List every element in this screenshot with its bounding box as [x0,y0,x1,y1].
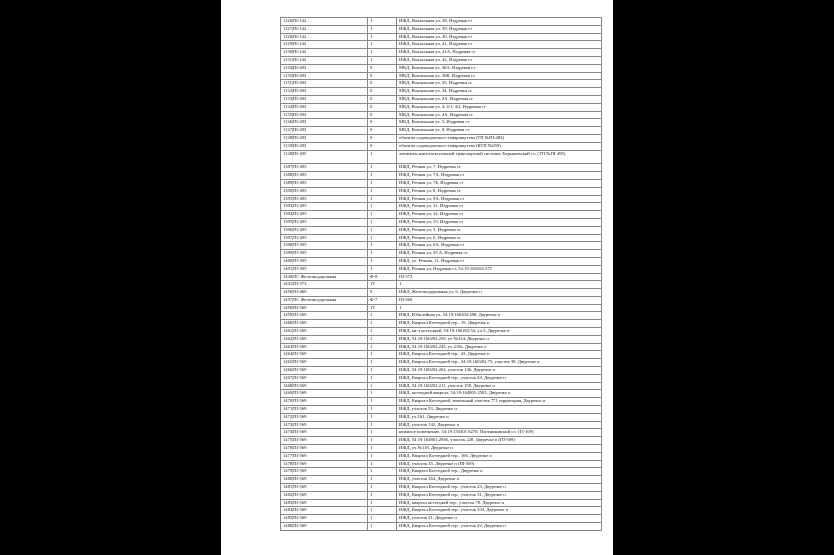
table-row [281,127,602,135]
row-value-cell: 1 [368,507,397,515]
row-code-cell: 1388|ПІ-495 [281,172,368,180]
row-code-cell: 1473|ПІ-569 [281,421,368,429]
row-value-cell: 0 [368,119,397,127]
row-description-cell: ИЖД, Речная ул, 8, Издревая ст [397,187,602,195]
table-row [281,320,602,328]
table-row [281,281,602,289]
row-value-cell: 1 [368,172,397,180]
table-row [281,437,602,445]
row-code-cell: 1389|ПІ-495 [281,179,368,187]
row-description-cell: ИЖД, Речная ул, 9А, Издревая ст [397,195,602,203]
row-description-cell: ИЖД, 54:19:160202:262, участок 146, Двуречье п [397,367,602,375]
table-row [281,242,602,250]
table-row [281,257,602,265]
table-row [281,523,602,531]
table-row [281,515,602,523]
table-row [281,351,602,359]
row-value-cell: 1Т [368,304,397,312]
row-value-cell: 1 [368,187,397,195]
row-value-cell: 1 [368,312,397,320]
row-value-cell: 1 [368,367,397,375]
row-description-cell: МКД, Вокзальная ул, 8, Издревая ст [397,127,602,135]
row-description-cell: элементы интеллектуальной транспортной системы, Барышевский с/с (ТП №ПІ-495) [397,150,602,164]
row-description-cell: ПІ-573 [397,273,602,281]
row-code-cell: 1135|ПІ-483 [281,72,368,80]
row-description-cell: ИЖД, Вокзальная ул, 42, Издревая ст [397,56,602,64]
table-row [281,499,602,507]
row-value-cell: 1 [368,484,397,492]
row-description-cell: ИЖД, Вокзальная ул, 38, Издревая ст [397,18,602,26]
row-description-cell: ИЖД, Речная ул, 7Б, Издревая ст [397,179,602,187]
row-value-cell: 1 [368,343,397,351]
row-code-cell: 1466|ПІ-569 [281,367,368,375]
row-description-cell: ИЖД, Вокзальная ул, 39, Издревая ст [397,25,602,33]
row-value-cell: 1 [368,218,397,226]
table-row [281,390,602,398]
row-value-cell: 0 [368,95,397,103]
row-description-cell: ИЖД, Юбилейная ул, 54:19:160202:498, Двуречье п [397,312,602,320]
row-description-cell: ИЖД, участок 53, Двуречье п [397,406,602,414]
row-code-cell: 1136|ПІ-483 [281,119,368,127]
row-description-cell: ИЖД, участок 35, Двуречье п (ПІ-569) [397,460,602,468]
row-description-cell: ИЖД, Речная ул, 32, Издревая ст [397,211,602,219]
row-value-cell: 1 [368,49,397,57]
row-code-cell: 1393|ПІ-495 [281,203,368,211]
row-code-cell: 1387|ПІ-495 [281,164,368,172]
row-value-cell: 1 [368,437,397,445]
row-code-cell: 1126|ПІ-142 [281,18,368,26]
data-table [280,17,602,531]
row-value-cell: Ф-7 [368,296,397,304]
row-description-cell: ИЖД, коттеджей квартал, 54:19:164801:2583, Двуречье п [397,390,602,398]
table-row [281,468,602,476]
table-row [281,328,602,336]
row-description-cell: ПІ-569 [397,296,602,304]
row-value-cell: 1 [368,421,397,429]
table-row [281,218,602,226]
row-description-cell: ИЖД, участок 164, Двуречье п [397,476,602,484]
row-value-cell: 1 [368,476,397,484]
row-description-cell: ИЖД, Речная ул, 7, Издревая ст [397,164,602,172]
row-code-cell: 1472|ПІ-569 [281,413,368,421]
row-description-cell: ИЖД, Квартал Коттеджей тер., 166, Двуречье п [397,452,602,460]
table-row [281,211,602,219]
row-value-cell: 1 [368,179,397,187]
table-row [281,111,602,119]
row-description-cell: нежилое помещение, 54:19:155401:6270, Плотниковский с/с (ТІ-169) [397,429,602,437]
row-description-cell: МКД, Вокзальная ул, 4А, Издревая ст [397,111,602,119]
table-row [281,359,602,367]
row-description-cell: ИЖД, Квартал Коттеджей тер., участок 23, Двуречье п [397,484,602,492]
row-value-cell: 1 [368,491,397,499]
row-value-cell: Ф-8 [368,273,397,281]
row-code-cell: 1130|ПІ-142 [281,49,368,57]
row-value-cell: 1 [368,445,397,453]
row-description-cell: ИЖД, Квартал Коттеджей тер., участок 44, Двуречье п [397,374,602,382]
row-code-cell: 1457|ПС Железнодорожная [281,296,368,304]
row-description-cell: ИЖД, 54:19:160202:259, уч №234, Двуречье п [397,335,602,343]
row-description-cell: ИЖД, 54:19:160202:245, уч 218а, Двуречье п [397,343,602,351]
row-code-cell: 1474|ПІ-569 [281,429,368,437]
row-code-cell: 1139|ПІ-483 [281,142,368,150]
row-value-cell: 0 [368,64,397,72]
table-row [281,72,602,80]
row-value-cell: 0 [368,111,397,119]
table-row [281,476,602,484]
table-row [281,56,602,64]
row-value-cell: 1 [368,18,397,26]
row-code-cell: 1464|ПІ-569 [281,351,368,359]
row-code-cell: 1477|ПІ-569 [281,452,368,460]
row-code-cell: 1480|ПІ-569 [281,476,368,484]
table-row [281,187,602,195]
row-description-cell: ИЖД, кв-л коттеджей, 54:19:160202:54, уч 5, Двуречье п [397,328,602,336]
row-value-cell: 1 [368,150,397,164]
row-code-cell: 1441|ПІ-573 [281,281,368,289]
table-row [281,367,602,375]
row-code-cell: 1460|ПІ-569 [281,320,368,328]
row-value-cell: 1 [368,25,397,33]
table-row [281,250,602,258]
row-code-cell: 1465|ПІ-569 [281,359,368,367]
table-row [281,49,602,57]
table-row [281,289,602,297]
row-code-cell: 1486|ПІ-569 [281,523,368,531]
table-row [281,64,602,72]
row-code-cell: 1470|ПІ-569 [281,398,368,406]
row-description-cell: ИЖД, Речная ул, Издревая ст, 54:19:160104:375 [397,265,602,273]
table-row [281,304,602,312]
row-code-cell: 1479|ПІ-569 [281,468,368,476]
row-description-cell: ИЖД, 54:19:160202:211, участок 158, Двуречье п [397,382,602,390]
row-description-cell: МКД, Вокзальная ул, 35, Издревая ст [397,80,602,88]
table-row [281,382,602,390]
table-row [281,33,602,41]
table-row [281,134,602,142]
table-row [281,343,602,351]
row-value-cell: 0 [368,142,397,150]
table-row [281,88,602,96]
row-code-cell: 1134|ПІ-483 [281,103,368,111]
row-value-cell: 0 [368,127,397,135]
row-code-cell: 1129|ПІ-142 [281,41,368,49]
row-value-cell: 1 [368,335,397,343]
row-code-cell: 1131|ПІ-142 [281,56,368,64]
row-description-cell: МКД, Вокзальная ул, 34, Издревая ст [397,88,602,96]
row-description-cell: ИЖД, участок 21, Двуречье п [397,515,602,523]
row-code-cell: 1137|ПІ-483 [281,127,368,135]
table-row [281,41,602,49]
table-row [281,179,602,187]
row-value-cell: 1 [368,406,397,414]
row-code-cell: 1396|ПІ-495 [281,226,368,234]
row-value-cell: 1 [368,398,397,406]
row-description-cell: ИЖД, Речная ул, 35 А, Издревая ст [397,250,602,258]
row-description-cell: ИЖД, Железнодорожная ул, 6, Двуречье п [397,289,602,297]
row-code-cell: 1398|ПІ-495 [281,242,368,250]
row-code-cell: 1127|ПІ-142 [281,25,368,33]
table-row [281,335,602,343]
table-row [281,172,602,180]
row-code-cell: 1456|ПІ-469 [281,289,368,297]
table-row [281,195,602,203]
row-value-cell: 1 [368,257,397,265]
row-description-cell: ИЖД, Речная ул, 6А, Издревая ст [397,242,602,250]
row-code-cell: 1485|ПІ-569 [281,515,368,523]
table-row [281,406,602,414]
row-description-cell: ИЖД, Квартал Коттеджей тер., участок 31, Двуречье п [397,491,602,499]
row-description-cell: МКД, Вокзальная ул, 4, 4/1, 4/2, Издревая ст [397,103,602,111]
row-description-cell: МКД, Вокзальная ул, 36В, Издревая ст [397,72,602,80]
row-description-cell: ИЖД, участок 142, Двуречье п [397,421,602,429]
row-value-cell: 0 [368,88,397,96]
row-code-cell: 1135|ПІ-483 [281,111,368,119]
row-description-cell: объекты садоводческого товарищества (КТП №659) [397,142,602,150]
row-value-cell: 0 [368,72,397,80]
row-code-cell: 1476|ПІ-569 [281,445,368,453]
row-description-cell: ИЖД, Квартал Коттеджей тер., 19, Двуречье п [397,320,602,328]
row-code-cell: 1461|ПІ-569 [281,328,368,336]
row-value-cell: 1 [368,250,397,258]
row-code-cell: 1400|ПІ-495 [281,257,368,265]
table-row [281,429,602,437]
table-row [281,312,602,320]
row-value-cell: 1 [368,164,397,172]
document-page [221,0,613,555]
row-code-cell: 1138|ПІ-483 [281,134,368,142]
row-code-cell: 1463|ПІ-569 [281,343,368,351]
table-body [281,18,602,531]
table-row [281,80,602,88]
table-row [281,273,602,281]
table-row [281,507,602,515]
row-code-cell: 1132|ПІ-483 [281,88,368,96]
row-description-cell: 1 [397,304,602,312]
table-row [281,421,602,429]
row-value-cell: 0 [368,80,397,88]
row-code-cell: 1471|ПІ-569 [281,406,368,414]
row-value-cell: 1 [368,226,397,234]
row-description-cell: ИЖД, Речная ул, 7А, Издревая ст [397,172,602,180]
row-description-cell: МКД, Вокзальная ул, 3А, Издревая ст [397,95,602,103]
row-description-cell: ИЖД, Квартал Коттеджей тер., участок 42, Двуречье п [397,523,602,531]
row-description-cell: ИЖД, Вокзальная ул, 41, Издревая ст [397,41,602,49]
table-row [281,18,602,26]
table-row [281,491,602,499]
table-row [281,142,602,150]
table-row [281,413,602,421]
row-value-cell: 1 [368,374,397,382]
table-row [281,103,602,111]
row-value-cell: 1 [368,359,397,367]
row-description-cell: ИЖД, Вокзальная ул, 41А, Издревая ст [397,49,602,57]
row-value-cell: 1 [368,265,397,273]
row-code-cell: 1483|ПІ-569 [281,499,368,507]
row-value-cell: 1 [368,452,397,460]
row-description-cell: ИЖД, Вокзальная ул, 40, Издревая ст [397,33,602,41]
table-row [281,460,602,468]
row-value-cell: 1 [368,242,397,250]
row-value-cell: 1 [368,351,397,359]
row-value-cell: 1 [368,33,397,41]
table-row [281,164,602,172]
row-code-cell: 1401|ПІ-495 [281,265,368,273]
row-value-cell: 1 [368,320,397,328]
row-code-cell: 1475|ПІ-569 [281,437,368,445]
row-code-cell: 1462|ПІ-569 [281,335,368,343]
row-code-cell: 1399|ПІ-495 [281,250,368,258]
row-description-cell: ИЖД, Речная ул, 31, Издревая ст [397,203,602,211]
row-description-cell: ИЖД, Квартал Коттеджей тер., 54:19:160202:75, участок 38, Двуречье п [397,359,602,367]
table-row [281,234,602,242]
row-value-cell: 1 [368,234,397,242]
row-value-cell: 1 [368,413,397,421]
row-code-cell: 1131|ПІ-483 [281,80,368,88]
row-value-cell: 1Т [368,281,397,289]
row-code-cell: 1459|ПІ-569 [281,312,368,320]
row-code-cell: 1395|ПІ-495 [281,218,368,226]
row-code-cell: 1481|ПІ-569 [281,484,368,492]
row-value-cell: 1 [368,429,397,437]
row-value-cell: 1 [368,195,397,203]
row-value-cell: 0 [368,289,397,297]
row-value-cell: 1 [368,328,397,336]
table-row [281,150,602,164]
row-value-cell: 1 [368,382,397,390]
row-code-cell: 1397|ПІ-495 [281,234,368,242]
row-code-cell: 1468|ПІ-569 [281,382,368,390]
row-code-cell: 1394|ПІ-495 [281,211,368,219]
table-row [281,296,602,304]
row-code-cell: 1467|ПІ-569 [281,374,368,382]
row-code-cell: 1482|ПІ-569 [281,491,368,499]
row-code-cell: 1440|ПС Железнодорожная [281,273,368,281]
row-value-cell: 0 [368,134,397,142]
table-row [281,374,602,382]
row-code-cell: 1391|ПІ-495 [281,195,368,203]
row-description-cell: ИЖД, уч №118, Двуречье п [397,445,602,453]
row-code-cell: 1134|ПІ-483 [281,64,368,72]
row-code-cell: 1478|ПІ-569 [281,460,368,468]
row-code-cell: 1484|ПІ-569 [281,507,368,515]
row-value-cell: 1 [368,203,397,211]
row-description-cell: ИЖД, Речная ул, 6, Издревая ст [397,234,602,242]
row-value-cell: 0 [368,103,397,111]
table-row [281,398,602,406]
row-description-cell: ИЖД, Квартал Коттеджей тер., 43, Двуречье п [397,351,602,359]
table-row [281,95,602,103]
row-description-cell: ИЖД, 54:19:164801:2836, участок 228, Двуречье п (ПІ-569) [397,437,602,445]
row-code-cell: 1128|ПІ-142 [281,33,368,41]
row-description-cell: ИЖД, Речная ул, 5, Издревая ст [397,226,602,234]
row-code-cell: 1390|ПІ-495 [281,187,368,195]
row-value-cell: 1 [368,390,397,398]
row-code-cell: 1458|ПІ-569 [281,304,368,312]
row-code-cell: 1133|ПІ-483 [281,95,368,103]
row-description-cell: ИЖД, Речная ул, 33, Издревая ст [397,218,602,226]
row-description-cell: ИЖД, Квартал Коттеджей тер., Двуречье п [397,468,602,476]
row-value-cell: 1 [368,499,397,507]
row-value-cell: 1 [368,460,397,468]
row-description-cell: ИЖД, Квартал Коттеджей тер., участок 334, Двуречье п [397,507,602,515]
row-description-cell: ИЖД, ул. Речная, 11, Издревая ст [397,257,602,265]
row-description-cell: ИЖД, уч.161, Двуречье п [397,413,602,421]
table-row [281,265,602,273]
row-value-cell: 1 [368,56,397,64]
row-code-cell: 1138|ПІ-495 [281,150,368,164]
row-value-cell: 1 [368,211,397,219]
table-row [281,445,602,453]
table-row [281,25,602,33]
row-value-cell: 1 [368,515,397,523]
row-value-cell: 1 [368,41,397,49]
row-description-cell: ИЖД, Квартал Коттеджей, земельный участок 771 территория, Двуречье п [397,398,602,406]
row-description-cell: объекты садоводческого товарищества (ТП №ПІ-483) [397,134,602,142]
table-row [281,452,602,460]
table-row [281,203,602,211]
row-description-cell: МКД, Вокзальная ул, 5, Издревая ст [397,119,602,127]
table-row [281,119,602,127]
row-value-cell: 1 [368,468,397,476]
row-code-cell: 1469|ПІ-569 [281,390,368,398]
row-description-cell: МКД, Вокзальная ул, 36А, Издревая ст [397,64,602,72]
table-row [281,484,602,492]
row-value-cell: 1 [368,523,397,531]
row-description-cell: 1 [397,281,602,289]
row-description-cell: ИЖД, квартал коттеджей тер., участок 78, Двуречье п [397,499,602,507]
table-row [281,226,602,234]
